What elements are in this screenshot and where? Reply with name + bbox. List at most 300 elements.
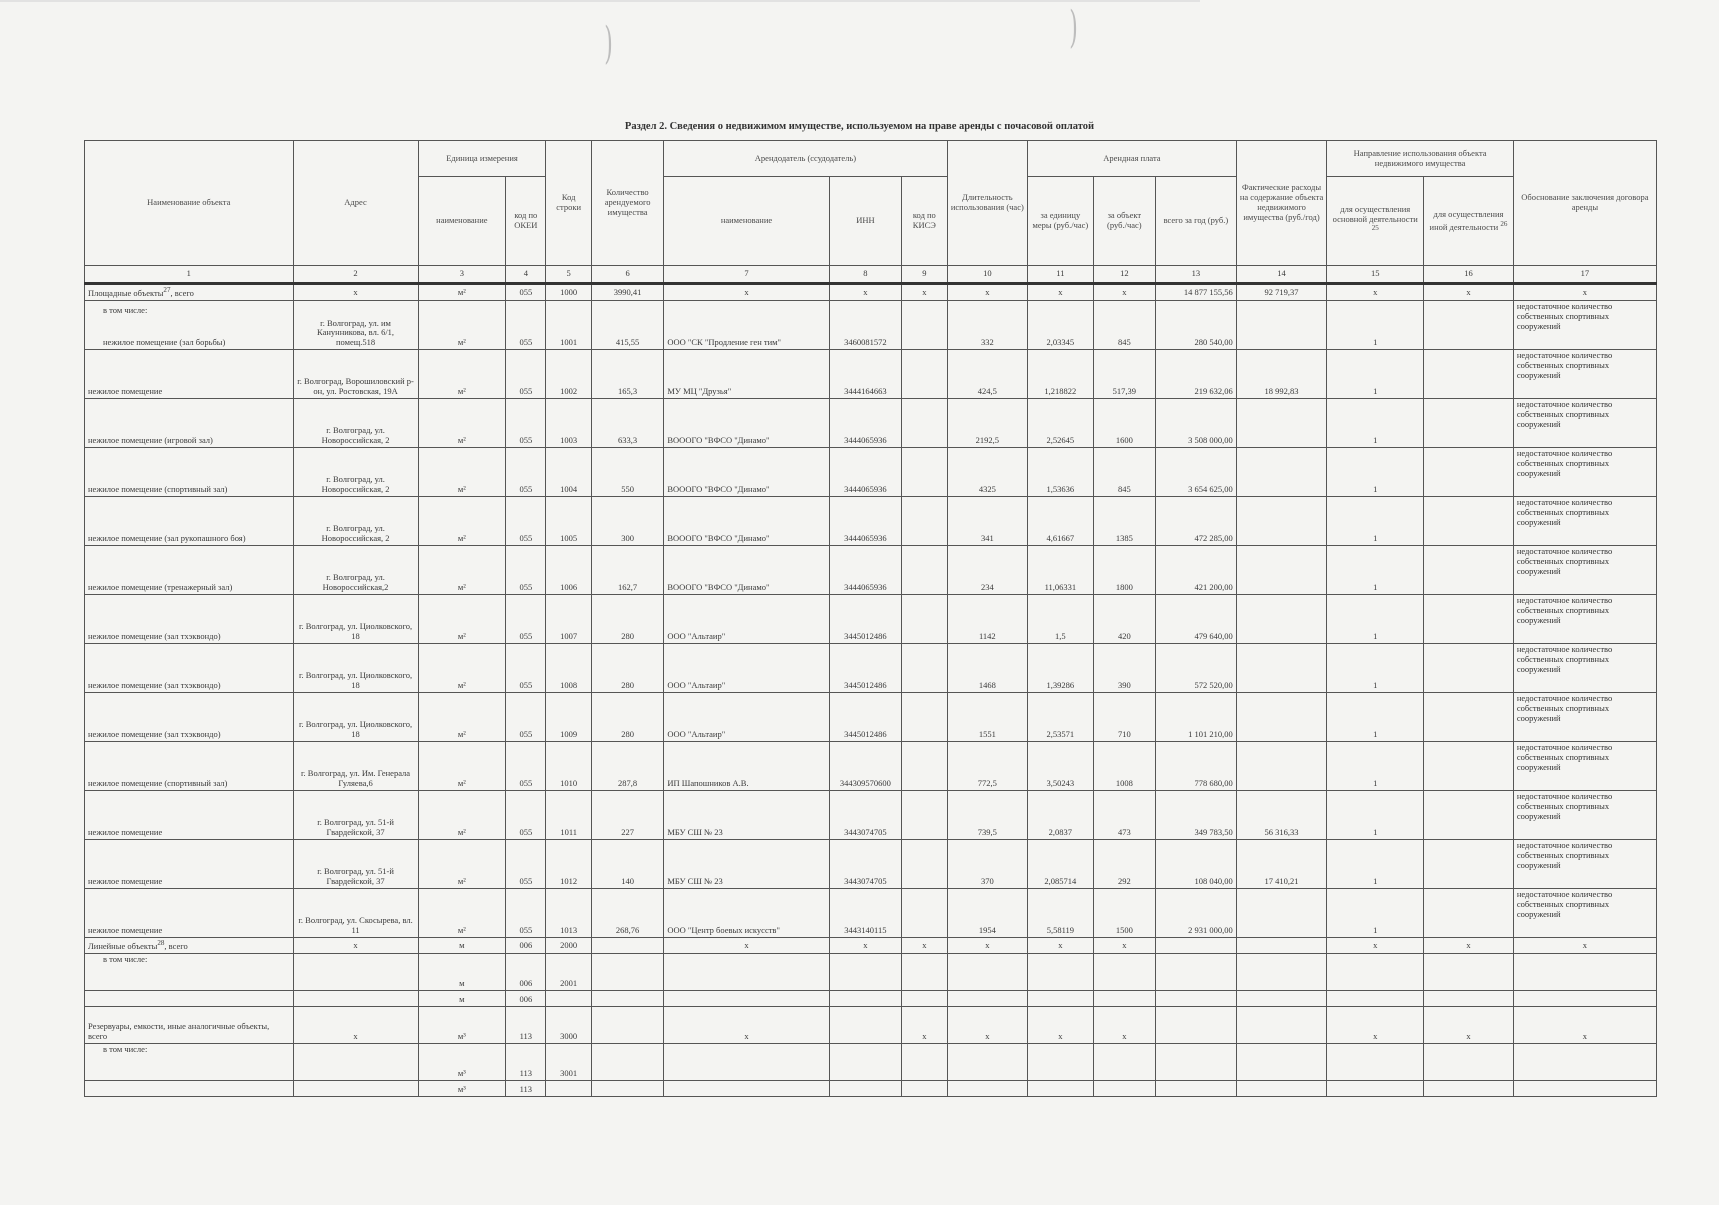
cell-okei: 055 bbox=[506, 644, 546, 693]
cell-address: г. Волгоград, ул. Новороссийская, 2 bbox=[293, 497, 418, 546]
cell-okei: 055 bbox=[506, 595, 546, 644]
cell-costs bbox=[1236, 399, 1327, 448]
cell-per-unit: 2,53571 bbox=[1028, 693, 1093, 742]
cell-lessor: МУ МЦ "Друзья" bbox=[664, 350, 829, 399]
cell-inn: 3443074705 bbox=[829, 840, 902, 889]
col-header-rent-total: всего за год (руб.) bbox=[1156, 177, 1237, 266]
column-number: 9 bbox=[902, 266, 947, 284]
cell-address: г. Волгоград, ул. Циолковского, 18 bbox=[293, 693, 418, 742]
cell-kiso bbox=[902, 644, 947, 693]
column-number: 5 bbox=[546, 266, 591, 284]
cell-inn: 3445012486 bbox=[829, 595, 902, 644]
cell-per-object: 1500 bbox=[1093, 889, 1155, 938]
column-number: 7 bbox=[664, 266, 829, 284]
cell-kiso bbox=[902, 693, 947, 742]
cell-qty: 280 bbox=[591, 693, 664, 742]
cell: x bbox=[1028, 284, 1093, 301]
cell: x bbox=[947, 284, 1028, 301]
cell-lessor: ООО "Альтаир" bbox=[664, 693, 829, 742]
cell-duration: 370 bbox=[947, 840, 1028, 889]
table-row bbox=[85, 644, 1657, 693]
cell-costs: 56 316,33 bbox=[1236, 791, 1327, 840]
cell-per-object: 1800 bbox=[1093, 546, 1155, 595]
cell-qty: 280 bbox=[591, 595, 664, 644]
col-header-rent-per-unit: за единицу меры (руб./час) bbox=[1028, 177, 1093, 266]
cell-inn: 3444164663 bbox=[829, 350, 902, 399]
leased-property-table bbox=[84, 140, 1657, 1097]
cell-address: г. Волгоград, Ворошиловский р-он, ул. Ростовская, 19А bbox=[293, 350, 418, 399]
cell-kiso bbox=[902, 791, 947, 840]
cell-address: г. Волгоград, ул. им Канунникова, вл. 6/1, помещ.518 bbox=[293, 301, 418, 350]
cell-qty: 162,7 bbox=[591, 546, 664, 595]
cell-kiso bbox=[902, 399, 947, 448]
cell-unit: м² bbox=[418, 399, 506, 448]
cell-costs bbox=[1236, 497, 1327, 546]
cell-name: нежилое помещение bbox=[85, 840, 294, 889]
cell-okei: 055 bbox=[506, 448, 546, 497]
cell-qty: 633,3 bbox=[591, 399, 664, 448]
cell-dir-main: 1 bbox=[1327, 693, 1424, 742]
cell: 006 bbox=[506, 991, 546, 1007]
cell: x bbox=[664, 284, 829, 301]
cell-dir-main: 1 bbox=[1327, 742, 1424, 791]
cell: 3001 bbox=[546, 1044, 591, 1081]
table-row bbox=[85, 742, 1657, 791]
cell-lessor: МБУ СШ № 23 bbox=[664, 791, 829, 840]
cell-code: 1004 bbox=[546, 448, 591, 497]
cell-dir-other bbox=[1424, 301, 1514, 350]
cell-duration: 1954 bbox=[947, 889, 1028, 938]
cell-address: г. Волгоград, ул. Циолковского, 18 bbox=[293, 644, 418, 693]
col-header-rent-group: Арендная плата bbox=[1028, 141, 1237, 177]
cell-qty: 280 bbox=[591, 644, 664, 693]
cell-kiso bbox=[902, 889, 947, 938]
cell-dir-main: 1 bbox=[1327, 350, 1424, 399]
col-header-rent-per-object: за объект (руб./час) bbox=[1093, 177, 1155, 266]
col-header-kiso: код по КИСЭ bbox=[902, 177, 947, 266]
column-number: 1 bbox=[85, 266, 294, 284]
linear-incl-row bbox=[85, 954, 1657, 991]
cell-kiso bbox=[902, 742, 947, 791]
cell-per-object: 845 bbox=[1093, 448, 1155, 497]
cell: x bbox=[664, 1007, 829, 1044]
cell-lessor: ООО "Альтаир" bbox=[664, 644, 829, 693]
cell-costs bbox=[1236, 644, 1327, 693]
area-object-rows bbox=[85, 301, 1657, 938]
table-row bbox=[85, 350, 1657, 399]
reservoir-blank-row bbox=[85, 1081, 1657, 1097]
linear-blank-row bbox=[85, 991, 1657, 1007]
cell-dir-other bbox=[1424, 840, 1514, 889]
cell-address: г. Волгоград, ул. Новороссийская, 2 bbox=[293, 448, 418, 497]
cell-qty: 300 bbox=[591, 497, 664, 546]
column-number: 3 bbox=[418, 266, 506, 284]
cell-lessor: ООО "Альтаир" bbox=[664, 595, 829, 644]
cell: x bbox=[902, 938, 947, 954]
area-total-name: Площадные объекты$^{27}$, всего bbox=[85, 284, 294, 301]
column-number-row bbox=[85, 266, 1657, 284]
cell-dir-main: 1 bbox=[1327, 301, 1424, 350]
cell-okei: 055 bbox=[506, 791, 546, 840]
cell-costs bbox=[1236, 301, 1327, 350]
linear-total-name: Линейные объекты$^{28}$, всего bbox=[85, 938, 294, 954]
cell-name: нежилое помещение (зал тхэквондо) bbox=[85, 595, 294, 644]
cell-address: г. Волгоград, ул. Им. Генерала Гуляева,6 bbox=[293, 742, 418, 791]
cell-code: 1010 bbox=[546, 742, 591, 791]
cell-okei: 055 bbox=[506, 399, 546, 448]
cell-lessor: ВОООГО "ВФСО "Динамо" bbox=[664, 448, 829, 497]
cell: x bbox=[1093, 938, 1155, 954]
cell: м³ bbox=[418, 1044, 506, 1081]
cell-dir-other bbox=[1424, 693, 1514, 742]
cell-per-unit: 1,5 bbox=[1028, 595, 1093, 644]
column-number: 12 bbox=[1093, 266, 1155, 284]
cell: 1000 bbox=[546, 284, 591, 301]
cell-name bbox=[85, 301, 294, 350]
cell-total: 280 540,00 bbox=[1156, 301, 1237, 350]
cell: x bbox=[947, 938, 1028, 954]
cell-costs bbox=[1236, 889, 1327, 938]
table-row bbox=[85, 791, 1657, 840]
cell-name: нежилое помещение (тренажерный зал) bbox=[85, 546, 294, 595]
cell-per-unit: 2,03345 bbox=[1028, 301, 1093, 350]
cell-code: 1001 bbox=[546, 301, 591, 350]
table-row bbox=[85, 399, 1657, 448]
cell-per-unit: 1,39286 bbox=[1028, 644, 1093, 693]
cell-lessor: ВОООГО "ВФСО "Динамо" bbox=[664, 497, 829, 546]
cell: x bbox=[664, 938, 829, 954]
cell-just: недостаточное количество собственных спортивных сооружений bbox=[1513, 791, 1656, 840]
cell-kiso bbox=[902, 840, 947, 889]
cell-unit: м² bbox=[418, 693, 506, 742]
col-header-row-code: Код строки bbox=[546, 141, 591, 266]
cell-costs bbox=[1236, 448, 1327, 497]
cell-code: 1003 bbox=[546, 399, 591, 448]
cell: м bbox=[418, 991, 506, 1007]
cell-code: 1012 bbox=[546, 840, 591, 889]
table-row bbox=[85, 595, 1657, 644]
section-title: Раздел 2. Сведения о недвижимом имуществе, используемом на праве аренды с почасовой оплатой bbox=[624, 121, 1095, 132]
cell-dir-other bbox=[1424, 742, 1514, 791]
cell-code: 1011 bbox=[546, 791, 591, 840]
cell-costs bbox=[1236, 546, 1327, 595]
table-row bbox=[85, 889, 1657, 938]
table-row bbox=[85, 497, 1657, 546]
cell-just: недостаточное количество собственных спортивных сооружений bbox=[1513, 546, 1656, 595]
column-number: 6 bbox=[591, 266, 664, 284]
cell-inn: 3443140115 bbox=[829, 889, 902, 938]
cell-costs: 18 992,83 bbox=[1236, 350, 1327, 399]
area-total-row bbox=[85, 284, 1657, 301]
cell-per-object: 292 bbox=[1093, 840, 1155, 889]
cell-dir-other bbox=[1424, 644, 1514, 693]
cell-dir-main: 1 bbox=[1327, 399, 1424, 448]
cell-just: недостаточное количество собственных спортивных сооружений bbox=[1513, 301, 1656, 350]
cell-qty: 415,55 bbox=[591, 301, 664, 350]
col-header-unit-name: наименование bbox=[418, 177, 506, 266]
col-header-quantity: Количество арендуемого имущества bbox=[591, 141, 664, 266]
reservoir-total-row bbox=[85, 1007, 1657, 1044]
table-row bbox=[85, 448, 1657, 497]
column-number: 17 bbox=[1513, 266, 1656, 284]
cell-inn: 3460081572 bbox=[829, 301, 902, 350]
cell-costs bbox=[1236, 693, 1327, 742]
cell-dir-other bbox=[1424, 595, 1514, 644]
cell-dir-main: 1 bbox=[1327, 889, 1424, 938]
cell-total: 1 101 210,00 bbox=[1156, 693, 1237, 742]
cell: 3990,41 bbox=[591, 284, 664, 301]
col-header-inn: ИНН bbox=[829, 177, 902, 266]
cell-total: 3 508 000,00 bbox=[1156, 399, 1237, 448]
cell: x bbox=[1513, 1007, 1656, 1044]
column-number: 2 bbox=[293, 266, 418, 284]
cell-name: нежилое помещение (зал тхэквондо) bbox=[85, 644, 294, 693]
cell-kiso bbox=[902, 301, 947, 350]
cell-address: г. Волгоград, ул. Новороссийская, 2 bbox=[293, 399, 418, 448]
cell-address: г. Волгоград, ул. 51-й Гвардейской, 37 bbox=[293, 840, 418, 889]
cell-unit: м² bbox=[418, 595, 506, 644]
cell-qty: 140 bbox=[591, 840, 664, 889]
cell-total: 3 654 625,00 bbox=[1156, 448, 1237, 497]
cell-code: 1009 bbox=[546, 693, 591, 742]
cell-qty: 227 bbox=[591, 791, 664, 840]
cell: x bbox=[1028, 938, 1093, 954]
cell-total: 2 931 000,00 bbox=[1156, 889, 1237, 938]
column-number: 8 bbox=[829, 266, 902, 284]
cell-name: нежилое помещение (зал рукопашного боя) bbox=[85, 497, 294, 546]
cell: x bbox=[1028, 1007, 1093, 1044]
cell-dir-main: 1 bbox=[1327, 497, 1424, 546]
cell-per-object: 710 bbox=[1093, 693, 1155, 742]
table-row bbox=[85, 301, 1657, 350]
column-number: 13 bbox=[1156, 266, 1237, 284]
incl-label: в том числе: bbox=[103, 305, 148, 316]
cell-duration: 234 bbox=[947, 546, 1028, 595]
cell-name: нежилое помещение bbox=[85, 350, 294, 399]
cell-inn: 3445012486 bbox=[829, 644, 902, 693]
cell-code: 1008 bbox=[546, 644, 591, 693]
cell-okei: 055 bbox=[506, 350, 546, 399]
column-number: 10 bbox=[947, 266, 1028, 284]
cell: м³ bbox=[418, 1081, 506, 1097]
cell-qty: 165,3 bbox=[591, 350, 664, 399]
cell: x bbox=[829, 284, 902, 301]
cell-dir-other bbox=[1424, 448, 1514, 497]
cell-inn: 3444065936 bbox=[829, 546, 902, 595]
cell-unit: м² bbox=[418, 497, 506, 546]
cell-qty: 287,8 bbox=[591, 742, 664, 791]
cell: 113 bbox=[506, 1044, 546, 1081]
cell-dir-other bbox=[1424, 497, 1514, 546]
cell: x bbox=[1424, 284, 1514, 301]
cell-per-object: 390 bbox=[1093, 644, 1155, 693]
cell: x bbox=[1327, 1007, 1424, 1044]
cell-dir-main: 1 bbox=[1327, 448, 1424, 497]
cell: x bbox=[947, 1007, 1028, 1044]
cell: 92 719,37 bbox=[1236, 284, 1327, 301]
cell-code: 1013 bbox=[546, 889, 591, 938]
cell-just: недостаточное количество собственных спортивных сооружений bbox=[1513, 595, 1656, 644]
cell-name: нежилое помещение bbox=[85, 791, 294, 840]
cell: 055 bbox=[506, 284, 546, 301]
cell-total: 479 640,00 bbox=[1156, 595, 1237, 644]
cell-lessor: ВОООГО "ВФСО "Динамо" bbox=[664, 399, 829, 448]
cell-unit: м² bbox=[418, 546, 506, 595]
cell-code: 1002 bbox=[546, 350, 591, 399]
cell-inn: 3444065936 bbox=[829, 448, 902, 497]
table-row bbox=[85, 840, 1657, 889]
cell-per-unit: 1,218822 bbox=[1028, 350, 1093, 399]
cell-address: г. Волгоград, ул. Новороссийская,2 bbox=[293, 546, 418, 595]
cell bbox=[1156, 938, 1237, 954]
cell: x bbox=[1424, 1007, 1514, 1044]
linear-total-row bbox=[85, 938, 1657, 954]
cell-lessor: ИП Шапошников А.В. bbox=[664, 742, 829, 791]
cell-kiso bbox=[902, 448, 947, 497]
cell-dir-other bbox=[1424, 399, 1514, 448]
cell: x bbox=[902, 284, 947, 301]
cell-kiso bbox=[902, 350, 947, 399]
col-header-lessor-name: наименование bbox=[664, 177, 829, 266]
cell-just: недостаточное количество собственных спортивных сооружений bbox=[1513, 399, 1656, 448]
cell-dir-main: 1 bbox=[1327, 840, 1424, 889]
cell-duration: 2192,5 bbox=[947, 399, 1028, 448]
cell: м bbox=[418, 938, 506, 954]
cell-inn: 344309570600 bbox=[829, 742, 902, 791]
cell-inn: 3444065936 bbox=[829, 399, 902, 448]
column-number: 14 bbox=[1236, 266, 1327, 284]
cell-okei: 055 bbox=[506, 742, 546, 791]
incl-label: в том числе: bbox=[85, 954, 294, 991]
cell: м² bbox=[418, 284, 506, 301]
cell-unit: м² bbox=[418, 840, 506, 889]
cell-per-unit: 3,50243 bbox=[1028, 742, 1093, 791]
cell-just: недостаточное количество собственных спортивных сооружений bbox=[1513, 497, 1656, 546]
cell: 3000 bbox=[546, 1007, 591, 1044]
cell-okei: 055 bbox=[506, 693, 546, 742]
cell-address: г. Волгоград, ул. 51-й Гвардейской, 37 bbox=[293, 791, 418, 840]
cell-just: недостаточное количество собственных спортивных сооружений bbox=[1513, 350, 1656, 399]
cell-lessor: ООО "Центр боевых искусств" bbox=[664, 889, 829, 938]
cell-okei: 055 bbox=[506, 497, 546, 546]
cell-dir-other bbox=[1424, 546, 1514, 595]
cell: x bbox=[1093, 1007, 1155, 1044]
cell-unit: м² bbox=[418, 644, 506, 693]
cell-per-unit: 2,0837 bbox=[1028, 791, 1093, 840]
cell-per-unit: 11,06331 bbox=[1028, 546, 1093, 595]
cell-name: нежилое помещение (спортивный зал) bbox=[85, 742, 294, 791]
col-header-duration: Длительность использования (час) bbox=[947, 141, 1028, 266]
cell-code: 1005 bbox=[546, 497, 591, 546]
cell-okei: 055 bbox=[506, 301, 546, 350]
cell-per-unit: 5,58119 bbox=[1028, 889, 1093, 938]
cell-per-unit: 2,52645 bbox=[1028, 399, 1093, 448]
cell-per-object: 473 bbox=[1093, 791, 1155, 840]
cell-kiso bbox=[902, 497, 947, 546]
cell-per-object: 420 bbox=[1093, 595, 1155, 644]
table-row bbox=[85, 546, 1657, 595]
cell-per-object: 1600 bbox=[1093, 399, 1155, 448]
cell-just: недостаточное количество собственных спортивных сооружений bbox=[1513, 742, 1656, 791]
cell: 2000 bbox=[546, 938, 591, 954]
cell bbox=[1236, 938, 1327, 954]
column-number: 11 bbox=[1028, 266, 1093, 284]
cell-unit: м² bbox=[418, 742, 506, 791]
cell-just: недостаточное количество собственных спортивных сооружений bbox=[1513, 840, 1656, 889]
cell: м³ bbox=[418, 1007, 506, 1044]
col-header-justification: Обоснование заключения договора аренды bbox=[1513, 141, 1656, 266]
cell-inn: 3443074705 bbox=[829, 791, 902, 840]
cell-okei: 055 bbox=[506, 546, 546, 595]
cell: 14 877 155,56 bbox=[1156, 284, 1237, 301]
scan-artifact-mark: ) bbox=[604, 18, 613, 69]
cell: x bbox=[1513, 938, 1656, 954]
cell-total: 219 632,06 bbox=[1156, 350, 1237, 399]
column-number: 15 bbox=[1327, 266, 1424, 284]
cell-just: недостаточное количество собственных спортивных сооружений bbox=[1513, 448, 1656, 497]
cell-dir-other bbox=[1424, 791, 1514, 840]
col-header-address: Адрес bbox=[293, 141, 418, 266]
incl-label: в том числе: bbox=[85, 1044, 294, 1081]
cell bbox=[293, 954, 418, 991]
cell-dir-main: 1 bbox=[1327, 791, 1424, 840]
cell-address: г. Волгоград, ул. Циолковского, 18 bbox=[293, 595, 418, 644]
cell: x bbox=[1327, 284, 1424, 301]
cell: x bbox=[1513, 284, 1656, 301]
cell-duration: 4325 bbox=[947, 448, 1028, 497]
cell-unit: м² bbox=[418, 791, 506, 840]
cell-per-object: 1385 bbox=[1093, 497, 1155, 546]
cell-duration: 1551 bbox=[947, 693, 1028, 742]
cell-per-object: 517,39 bbox=[1093, 350, 1155, 399]
cell: x bbox=[293, 938, 418, 954]
cell-total: 421 200,00 bbox=[1156, 546, 1237, 595]
cell: x bbox=[293, 1007, 418, 1044]
cell-qty: 268,76 bbox=[591, 889, 664, 938]
cell-costs: 17 410,21 bbox=[1236, 840, 1327, 889]
reservoir-total-name: Резервуары, емкости, иные аналогичные объекты, всего bbox=[85, 1007, 294, 1044]
cell-dir-main: 1 bbox=[1327, 644, 1424, 693]
scan-artifact-mark: ) bbox=[1069, 2, 1078, 53]
cell-name-text: нежилое помещение (зал борьбы) bbox=[103, 337, 226, 348]
cell-code: 1006 bbox=[546, 546, 591, 595]
cell-duration: 1142 bbox=[947, 595, 1028, 644]
cell: x bbox=[1424, 938, 1514, 954]
cell-duration: 341 bbox=[947, 497, 1028, 546]
cell-inn: 3445012486 bbox=[829, 693, 902, 742]
cell-unit: м² bbox=[418, 301, 506, 350]
cell-dir-other bbox=[1424, 350, 1514, 399]
cell-lessor: МБУ СШ № 23 bbox=[664, 840, 829, 889]
cell: м bbox=[418, 954, 506, 991]
cell-unit: м² bbox=[418, 350, 506, 399]
cell-just: недостаточное количество собственных спортивных сооружений bbox=[1513, 644, 1656, 693]
cell-duration: 739,5 bbox=[947, 791, 1028, 840]
col-header-dir-main: для осуществления основной деятельности $^{25}$ bbox=[1327, 177, 1424, 266]
cell-total: 108 040,00 bbox=[1156, 840, 1237, 889]
cell-kiso bbox=[902, 546, 947, 595]
col-header-lessor-group: Арендодатель (ссудодатель) bbox=[664, 141, 947, 177]
cell: 113 bbox=[506, 1007, 546, 1044]
cell-costs bbox=[1236, 742, 1327, 791]
cell-dir-main: 1 bbox=[1327, 595, 1424, 644]
cell: 2001 bbox=[546, 954, 591, 991]
cell-duration: 424,5 bbox=[947, 350, 1028, 399]
cell-duration: 332 bbox=[947, 301, 1028, 350]
cell-per-object: 1008 bbox=[1093, 742, 1155, 791]
cell-kiso bbox=[902, 595, 947, 644]
cell-okei: 055 bbox=[506, 840, 546, 889]
